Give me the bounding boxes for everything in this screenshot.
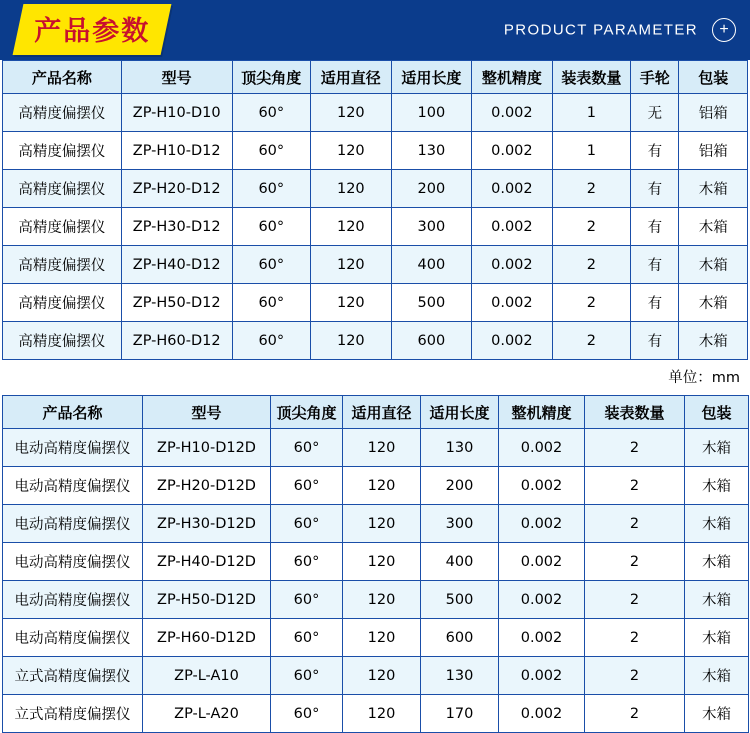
table-cell: 木箱 bbox=[679, 208, 748, 246]
table-cell: 120 bbox=[343, 581, 421, 619]
table-cell: 60° bbox=[271, 543, 343, 581]
table-cell: 120 bbox=[311, 132, 392, 170]
table-cell: 60° bbox=[232, 246, 311, 284]
table-cell: ZP-H30-D12 bbox=[121, 208, 232, 246]
table-cell: 电动高精度偏摆仪 bbox=[3, 543, 143, 581]
parameter-table-2 bbox=[2, 395, 749, 733]
table-cell: 有 bbox=[631, 132, 679, 170]
table-row bbox=[3, 657, 749, 695]
table-cell: 木箱 bbox=[685, 429, 749, 467]
table-cell: 高精度偏摆仪 bbox=[3, 170, 122, 208]
table-row bbox=[3, 505, 749, 543]
table-cell: 2 bbox=[552, 284, 631, 322]
table-cell: 120 bbox=[343, 695, 421, 733]
table-cell: 电动高精度偏摆仪 bbox=[3, 429, 143, 467]
table-cell: 电动高精度偏摆仪 bbox=[3, 505, 143, 543]
table-cell: ZP-H20-D12D bbox=[143, 467, 271, 505]
table-cell: 0.002 bbox=[472, 246, 553, 284]
table-row bbox=[3, 467, 749, 505]
table-cell: 200 bbox=[421, 467, 499, 505]
table-cell: 立式高精度偏摆仪 bbox=[3, 657, 143, 695]
table-cell: 木箱 bbox=[679, 284, 748, 322]
table-cell: 120 bbox=[343, 657, 421, 695]
table-cell: 500 bbox=[391, 284, 472, 322]
table-cell: 木箱 bbox=[685, 467, 749, 505]
table-cell: 木箱 bbox=[685, 505, 749, 543]
table-cell: 600 bbox=[421, 619, 499, 657]
column-header: 包装 bbox=[685, 396, 749, 429]
table-cell: 120 bbox=[343, 429, 421, 467]
table-cell: ZP-H40-D12 bbox=[121, 246, 232, 284]
table-cell: 120 bbox=[311, 284, 392, 322]
table-cell: 有 bbox=[631, 246, 679, 284]
table-cell: 2 bbox=[552, 208, 631, 246]
table-cell: ZP-H60-D12 bbox=[121, 322, 232, 360]
table-cell: ZP-H50-D12 bbox=[121, 284, 232, 322]
table-cell: 120 bbox=[343, 619, 421, 657]
table-cell: ZP-L-A10 bbox=[143, 657, 271, 695]
table-cell: 木箱 bbox=[679, 322, 748, 360]
column-header: 装表数量 bbox=[552, 61, 631, 94]
table-cell: 2 bbox=[552, 170, 631, 208]
table-cell: 120 bbox=[343, 505, 421, 543]
table-cell: 130 bbox=[391, 132, 472, 170]
table-row bbox=[3, 246, 748, 284]
table-row bbox=[3, 695, 749, 733]
column-header: 型号 bbox=[143, 396, 271, 429]
column-header: 包装 bbox=[679, 61, 748, 94]
table-cell: ZP-H40-D12D bbox=[143, 543, 271, 581]
column-header: 产品名称 bbox=[3, 396, 143, 429]
unit-note: 单位：mm bbox=[668, 370, 740, 386]
column-header: 整机精度 bbox=[472, 61, 553, 94]
table-cell: 木箱 bbox=[685, 657, 749, 695]
table-row bbox=[3, 208, 748, 246]
column-header: 适用长度 bbox=[421, 396, 499, 429]
table-cell: 有 bbox=[631, 208, 679, 246]
table-cell: 600 bbox=[391, 322, 472, 360]
table-cell: 120 bbox=[311, 246, 392, 284]
table-cell: 0.002 bbox=[499, 429, 585, 467]
table-row bbox=[3, 619, 749, 657]
table-cell: 120 bbox=[311, 322, 392, 360]
table-cell: 2 bbox=[585, 543, 685, 581]
table-cell: ZP-H50-D12D bbox=[143, 581, 271, 619]
parameter-table-1-wrap bbox=[0, 60, 750, 360]
table-cell: 100 bbox=[391, 94, 472, 132]
table-cell: 60° bbox=[271, 467, 343, 505]
table-cell: 400 bbox=[421, 543, 499, 581]
table-cell: 0.002 bbox=[499, 467, 585, 505]
table-cell: 120 bbox=[343, 467, 421, 505]
table-cell: 60° bbox=[232, 284, 311, 322]
table-cell: 500 bbox=[421, 581, 499, 619]
table-cell: 木箱 bbox=[685, 695, 749, 733]
table-cell: ZP-L-A20 bbox=[143, 695, 271, 733]
table-cell: 无 bbox=[631, 94, 679, 132]
column-header: 顶尖角度 bbox=[271, 396, 343, 429]
ribbon-title: 产品参数 bbox=[34, 16, 151, 47]
table-cell: 2 bbox=[585, 505, 685, 543]
column-header: 整机精度 bbox=[499, 396, 585, 429]
table-cell: 60° bbox=[232, 208, 311, 246]
table-cell: 130 bbox=[421, 657, 499, 695]
table-cell: 0.002 bbox=[472, 284, 553, 322]
column-header: 顶尖角度 bbox=[232, 61, 311, 94]
table-cell: 高精度偏摆仪 bbox=[3, 208, 122, 246]
table-cell: 400 bbox=[391, 246, 472, 284]
table-cell: 0.002 bbox=[472, 132, 553, 170]
column-header: 适用直径 bbox=[343, 396, 421, 429]
table-cell: 60° bbox=[232, 132, 311, 170]
table-cell: 300 bbox=[421, 505, 499, 543]
table-header-row bbox=[3, 61, 748, 94]
product-parameter-banner bbox=[0, 0, 750, 60]
table-row bbox=[3, 543, 749, 581]
table-cell: 2 bbox=[585, 695, 685, 733]
table-cell: 0.002 bbox=[499, 505, 585, 543]
table-cell: ZP-H30-D12D bbox=[143, 505, 271, 543]
table-cell: 0.002 bbox=[472, 170, 553, 208]
table-cell: 60° bbox=[232, 170, 311, 208]
table-cell: 300 bbox=[391, 208, 472, 246]
table-cell: 立式高精度偏摆仪 bbox=[3, 695, 143, 733]
table-cell: 60° bbox=[271, 657, 343, 695]
column-header: 手轮 bbox=[631, 61, 679, 94]
table-cell: 木箱 bbox=[685, 581, 749, 619]
table-cell: 2 bbox=[585, 581, 685, 619]
table-cell: 铝箱 bbox=[679, 94, 748, 132]
column-header: 型号 bbox=[121, 61, 232, 94]
table-row bbox=[3, 581, 749, 619]
table-cell: 高精度偏摆仪 bbox=[3, 94, 122, 132]
table-cell: 1 bbox=[552, 94, 631, 132]
table-cell: 0.002 bbox=[472, 208, 553, 246]
table-cell: 2 bbox=[552, 246, 631, 284]
table-row bbox=[3, 322, 748, 360]
table-cell: 0.002 bbox=[499, 543, 585, 581]
table-row bbox=[3, 132, 748, 170]
table-header-row bbox=[3, 396, 749, 429]
table-cell: 60° bbox=[271, 505, 343, 543]
table-cell: 0.002 bbox=[499, 695, 585, 733]
table-cell: 0.002 bbox=[499, 581, 585, 619]
table-cell: 电动高精度偏摆仪 bbox=[3, 467, 143, 505]
table-cell: 130 bbox=[421, 429, 499, 467]
table-cell: 60° bbox=[271, 429, 343, 467]
table-row bbox=[3, 94, 748, 132]
table-cell: 2 bbox=[552, 322, 631, 360]
table-cell: 电动高精度偏摆仪 bbox=[3, 619, 143, 657]
table-cell: 60° bbox=[271, 581, 343, 619]
table-cell: 高精度偏摆仪 bbox=[3, 284, 122, 322]
column-header: 适用直径 bbox=[311, 61, 392, 94]
ribbon-badge bbox=[13, 4, 172, 55]
table-cell: 木箱 bbox=[679, 170, 748, 208]
table-cell: 60° bbox=[232, 322, 311, 360]
table-cell: 2 bbox=[585, 429, 685, 467]
table-cell: 1 bbox=[552, 132, 631, 170]
table-cell: 电动高精度偏摆仪 bbox=[3, 581, 143, 619]
table-cell: 0.002 bbox=[499, 619, 585, 657]
table-cell: 有 bbox=[631, 170, 679, 208]
table-cell: ZP-H10-D12D bbox=[143, 429, 271, 467]
table-cell: ZP-H20-D12 bbox=[121, 170, 232, 208]
table-cell: 木箱 bbox=[685, 543, 749, 581]
table-cell: 有 bbox=[631, 322, 679, 360]
table-cell: 2 bbox=[585, 619, 685, 657]
table-cell: ZP-H60-D12D bbox=[143, 619, 271, 657]
table-row bbox=[3, 429, 749, 467]
table-cell: 2 bbox=[585, 467, 685, 505]
table-cell: 0.002 bbox=[472, 322, 553, 360]
table-cell: 2 bbox=[585, 657, 685, 695]
table-cell: 120 bbox=[311, 94, 392, 132]
plus-icon[interactable]: + bbox=[712, 18, 736, 42]
table-cell: 60° bbox=[271, 695, 343, 733]
table-cell: 170 bbox=[421, 695, 499, 733]
table-cell: 120 bbox=[311, 208, 392, 246]
table-cell: 高精度偏摆仪 bbox=[3, 132, 122, 170]
table-cell: 200 bbox=[391, 170, 472, 208]
table-cell: 有 bbox=[631, 284, 679, 322]
column-header: 产品名称 bbox=[3, 61, 122, 94]
table-cell: 0.002 bbox=[499, 657, 585, 695]
parameter-table-2-wrap bbox=[0, 395, 750, 733]
table-cell: ZP-H10-D10 bbox=[121, 94, 232, 132]
column-header: 适用长度 bbox=[391, 61, 472, 94]
table-cell: 120 bbox=[311, 170, 392, 208]
column-header: 装表数量 bbox=[585, 396, 685, 429]
table-row bbox=[3, 284, 748, 322]
parameter-table-1 bbox=[2, 60, 748, 360]
table-cell: 60° bbox=[232, 94, 311, 132]
table-cell: 60° bbox=[271, 619, 343, 657]
table-cell: 木箱 bbox=[679, 246, 748, 284]
table-cell: ZP-H10-D12 bbox=[121, 132, 232, 170]
banner-english-title: PRODUCT PARAMETER bbox=[503, 21, 698, 39]
table-cell: 高精度偏摆仪 bbox=[3, 322, 122, 360]
table-cell: 120 bbox=[343, 543, 421, 581]
table-cell: 木箱 bbox=[685, 619, 749, 657]
table-cell: 铝箱 bbox=[679, 132, 748, 170]
table-cell: 高精度偏摆仪 bbox=[3, 246, 122, 284]
table-row bbox=[3, 170, 748, 208]
table-cell: 0.002 bbox=[472, 94, 553, 132]
